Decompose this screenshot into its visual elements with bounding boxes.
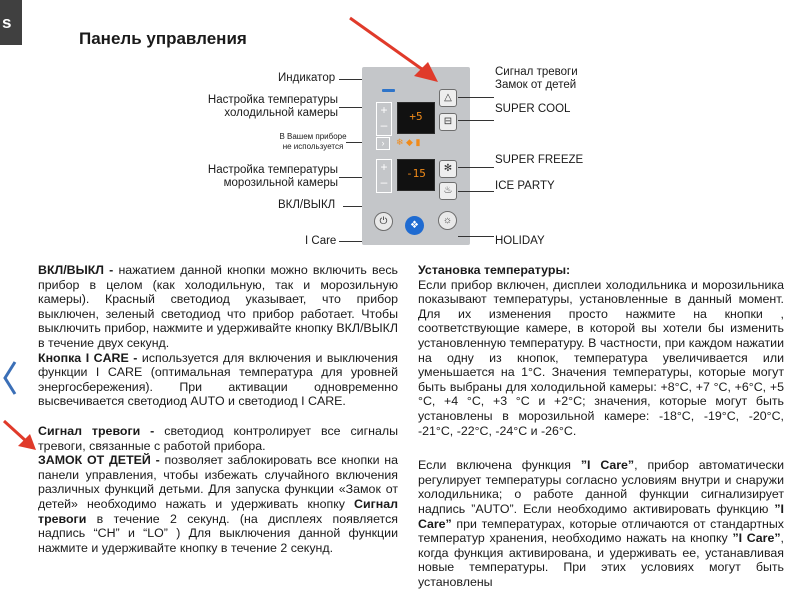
temperature-heading: Установка температуры: (418, 263, 571, 277)
holiday-label: HOLIDAY (495, 235, 545, 247)
holiday-icon: ☼ (442, 215, 453, 226)
power-icon: ⏻ (379, 216, 388, 227)
icare-button[interactable] (405, 216, 424, 235)
unused-icons: ❄ ◆ ▮ (396, 137, 421, 147)
freezer-temp-buttons[interactable]: + – (376, 159, 392, 193)
freezer-temp-label: Настройка температуры морозильной камеры (207, 164, 338, 189)
holiday-button[interactable] (438, 211, 457, 230)
right-text-column (418, 263, 784, 589)
ice-party-icon: ♨ (443, 185, 453, 196)
indicator-led (382, 89, 395, 92)
warning-icon: △ (444, 92, 452, 103)
alarm-label: Сигнал тревоги Замок от детей (495, 66, 578, 91)
ice-party-button[interactable] (439, 182, 457, 200)
temperature-paragraph: Если прибор включен, дисплеи холодильника и морозильника показывают температуры, установленные в данный момент. Для их изменения просто нажмите на кнопки , соответствующие камере, в которой вы хотели бы изменить установленную температуру. В частности, при каждом нажатии на одну из кнопок, температура увеличивается или уменьшается на 1°C. Значения температуры, которые могут быть выбраны для холодильной камеры: +8°C, +7 °C, +6°C, +5 °C, +4 °C, +3 °C и +2°C; значения, которые могут быть установлены в морозильной камере: -18°C, -19°C, -20°C, -21°C, -22°C, -24°C и -26°C. (418, 277, 784, 438)
icare-label: I Care (305, 235, 337, 247)
ice-party-label: ICE PARTY (495, 180, 555, 192)
onoff-paragraph: ВКЛ/ВЫКЛ - нажатием данной кнопки можно включить весь прибор в целом (как холодильную, так и морозильную камеры). Красный светодиод указывает, что прибор выключен, зеленый светодиод что прибор работает. Чтобы выключить прибор, нажмите и удерживайте кнопку ВКЛ/ВЫКЛ в течение двух секунд. (38, 263, 398, 350)
unused-button: › (376, 137, 390, 150)
super-freeze-label: SUPER FREEZE (495, 154, 584, 166)
alarm-button[interactable] (439, 89, 457, 107)
super-cool-label: SUPER COOL (495, 103, 571, 115)
icare-icon: ❖ (410, 220, 419, 231)
indicator-label: Индикатор (278, 72, 336, 84)
power-button[interactable] (374, 212, 393, 231)
unused-label: В Вашем приборе не используется (279, 132, 347, 151)
fridge-display: +5 (397, 102, 435, 134)
side-tab[interactable]: s (0, 0, 22, 45)
super-cool-button[interactable] (439, 113, 457, 131)
chevron-left-icon[interactable] (0, 352, 20, 404)
freezer-display: -15 (397, 159, 435, 191)
red-arrow-icon-2 (0, 417, 40, 455)
fridge-temp-label: Настройка температуры холодильной камеры (207, 94, 338, 119)
child-lock-paragraph: ЗАМОК ОТ ДЕТЕЙ - позволяет заблокировать все кнопки на панели управления, чтобы избежать случайного включения различных функций детьми. Для запуска функции «Замок от детей» необходимо нажать и удерживать кнопку Сигнал тревоги в течение 2 секунд. (на дисплеях появляется надпись “CH” и “LO” ) Для выключения данной функции нажмите и удерживайте кнопку в течение 2 секунд. (38, 453, 398, 555)
super-cool-icon: ⊟ (443, 116, 453, 127)
super-freeze-button[interactable] (439, 160, 457, 178)
onoff-label: ВКЛ/ВЫКЛ (278, 199, 336, 211)
snowflake-icon: ✻ (443, 163, 453, 174)
control-panel (362, 67, 470, 245)
left-text-column (38, 263, 398, 555)
icare-paragraph: Кнопка I CARE - используется для включения и выключения функции I CARE (оптимальная температура для уровней энергосбережения). При активации одновременно высвечивается светодиод AUTO и светодиод I CARE. (38, 350, 399, 409)
page-title: Панель управления (79, 29, 247, 48)
red-arrow-icon (344, 14, 454, 89)
fridge-temp-buttons[interactable]: + – (376, 102, 392, 136)
icare-auto-paragraph: Если включена функция ”I Care”, прибор автоматически регулирует температуры согласно условиям внутри и снаружи холодильника; о работе данной функции сигнализирует надпись ”AUTO”. Если необходимо активировать функцию ”I Care” при температурах, которые отличаются от стандартных температур хранения, необходимо нажать на кнопку ”I Care”, когда функция активирована, и удерживать ее, устанавливая новые температуры. При этих условиях могут быть установлены (418, 458, 785, 589)
alarm-paragraph: Сигнал тревоги - светодиод контролирует все сигналы тревоги, связанные с работой прибора. (38, 423, 398, 453)
